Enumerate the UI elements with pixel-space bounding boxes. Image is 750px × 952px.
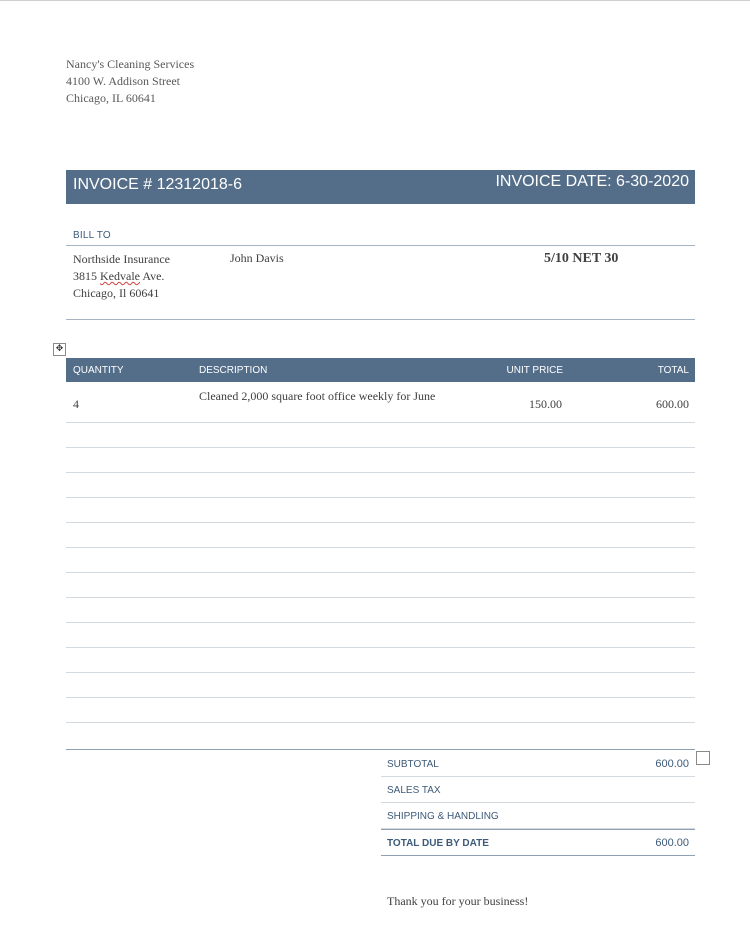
bill-to-bottom-divider: [66, 319, 695, 320]
move-icon[interactable]: ✥: [53, 343, 66, 356]
header-description: DESCRIPTION: [199, 365, 268, 376]
bill-to-street: [73, 268, 170, 285]
page-top-border: [0, 0, 750, 1]
empty-table-row[interactable]: [66, 523, 695, 548]
street-suffix: Ave.: [142, 269, 165, 283]
totals-block: [381, 751, 695, 856]
empty-table-row[interactable]: [66, 598, 695, 623]
empty-table-row[interactable]: [66, 648, 695, 673]
header-quantity: QUANTITY: [73, 365, 124, 376]
table-row[interactable]: [66, 383, 695, 423]
total-due-row[interactable]: [381, 829, 695, 856]
row-description: Cleaned 2,000 square foot office weekly for June: [199, 389, 436, 403]
total-due-value: 600.00: [655, 837, 689, 849]
bill-to-contact: John Davis: [230, 251, 284, 265]
sender-name: Nancy's Cleaning Services: [66, 57, 195, 71]
empty-table-row[interactable]: [66, 548, 695, 573]
empty-table-row[interactable]: [66, 573, 695, 598]
row-quantity: 4: [73, 397, 79, 411]
shipping-label: SHIPPING & HANDLING: [387, 811, 499, 822]
empty-table-row[interactable]: [66, 673, 695, 698]
empty-table-row[interactable]: [66, 498, 695, 523]
empty-table-row[interactable]: [66, 623, 695, 648]
row-unit-price: 150.00: [529, 397, 562, 411]
sender-city: Chicago, IL 60641: [66, 91, 156, 105]
shipping-row[interactable]: [381, 803, 695, 829]
empty-table-row[interactable]: [66, 423, 695, 448]
empty-table-row[interactable]: [66, 448, 695, 473]
sales-tax-row[interactable]: [381, 777, 695, 803]
header-total: TOTAL: [657, 365, 689, 376]
sender-street: 4100 W. Addison Street: [66, 74, 181, 88]
header-unit-price: UNIT PRICE: [506, 365, 563, 376]
spellcheck-word[interactable]: Kedvale: [100, 269, 140, 283]
sender-address: [66, 56, 194, 107]
total-due-label: TOTAL DUE BY DATE: [387, 838, 489, 849]
street-number: 3815: [73, 269, 97, 283]
bill-to-city: Chicago, Il 60641: [73, 286, 160, 300]
empty-table-row[interactable]: [66, 698, 695, 723]
bill-to-label: BILL TO: [73, 230, 111, 241]
bill-to-divider: [66, 245, 695, 246]
subtotal-value: 600.00: [655, 758, 689, 770]
checkbox-icon[interactable]: [696, 751, 710, 765]
empty-table-row[interactable]: [66, 473, 695, 498]
sales-tax-label: SALES TAX: [387, 785, 441, 796]
subtotal-label: SUBTOTAL: [387, 759, 439, 770]
invoice-banner: [66, 170, 695, 204]
table-header: [66, 358, 695, 382]
invoice-date: INVOICE DATE: 6-30-2020: [495, 173, 689, 190]
bill-to-company: Northside Insurance: [73, 252, 170, 266]
thank-you-note: Thank you for your business!: [387, 894, 529, 908]
invoice-number: INVOICE # 12312018-6: [73, 176, 242, 193]
empty-table-row[interactable]: [66, 723, 695, 748]
row-total: 600.00: [656, 397, 689, 411]
bill-to-address: [73, 251, 170, 302]
payment-terms: 5/10 NET 30: [544, 251, 619, 266]
subtotal-row[interactable]: [381, 751, 695, 777]
table-bottom-border: [66, 749, 695, 750]
